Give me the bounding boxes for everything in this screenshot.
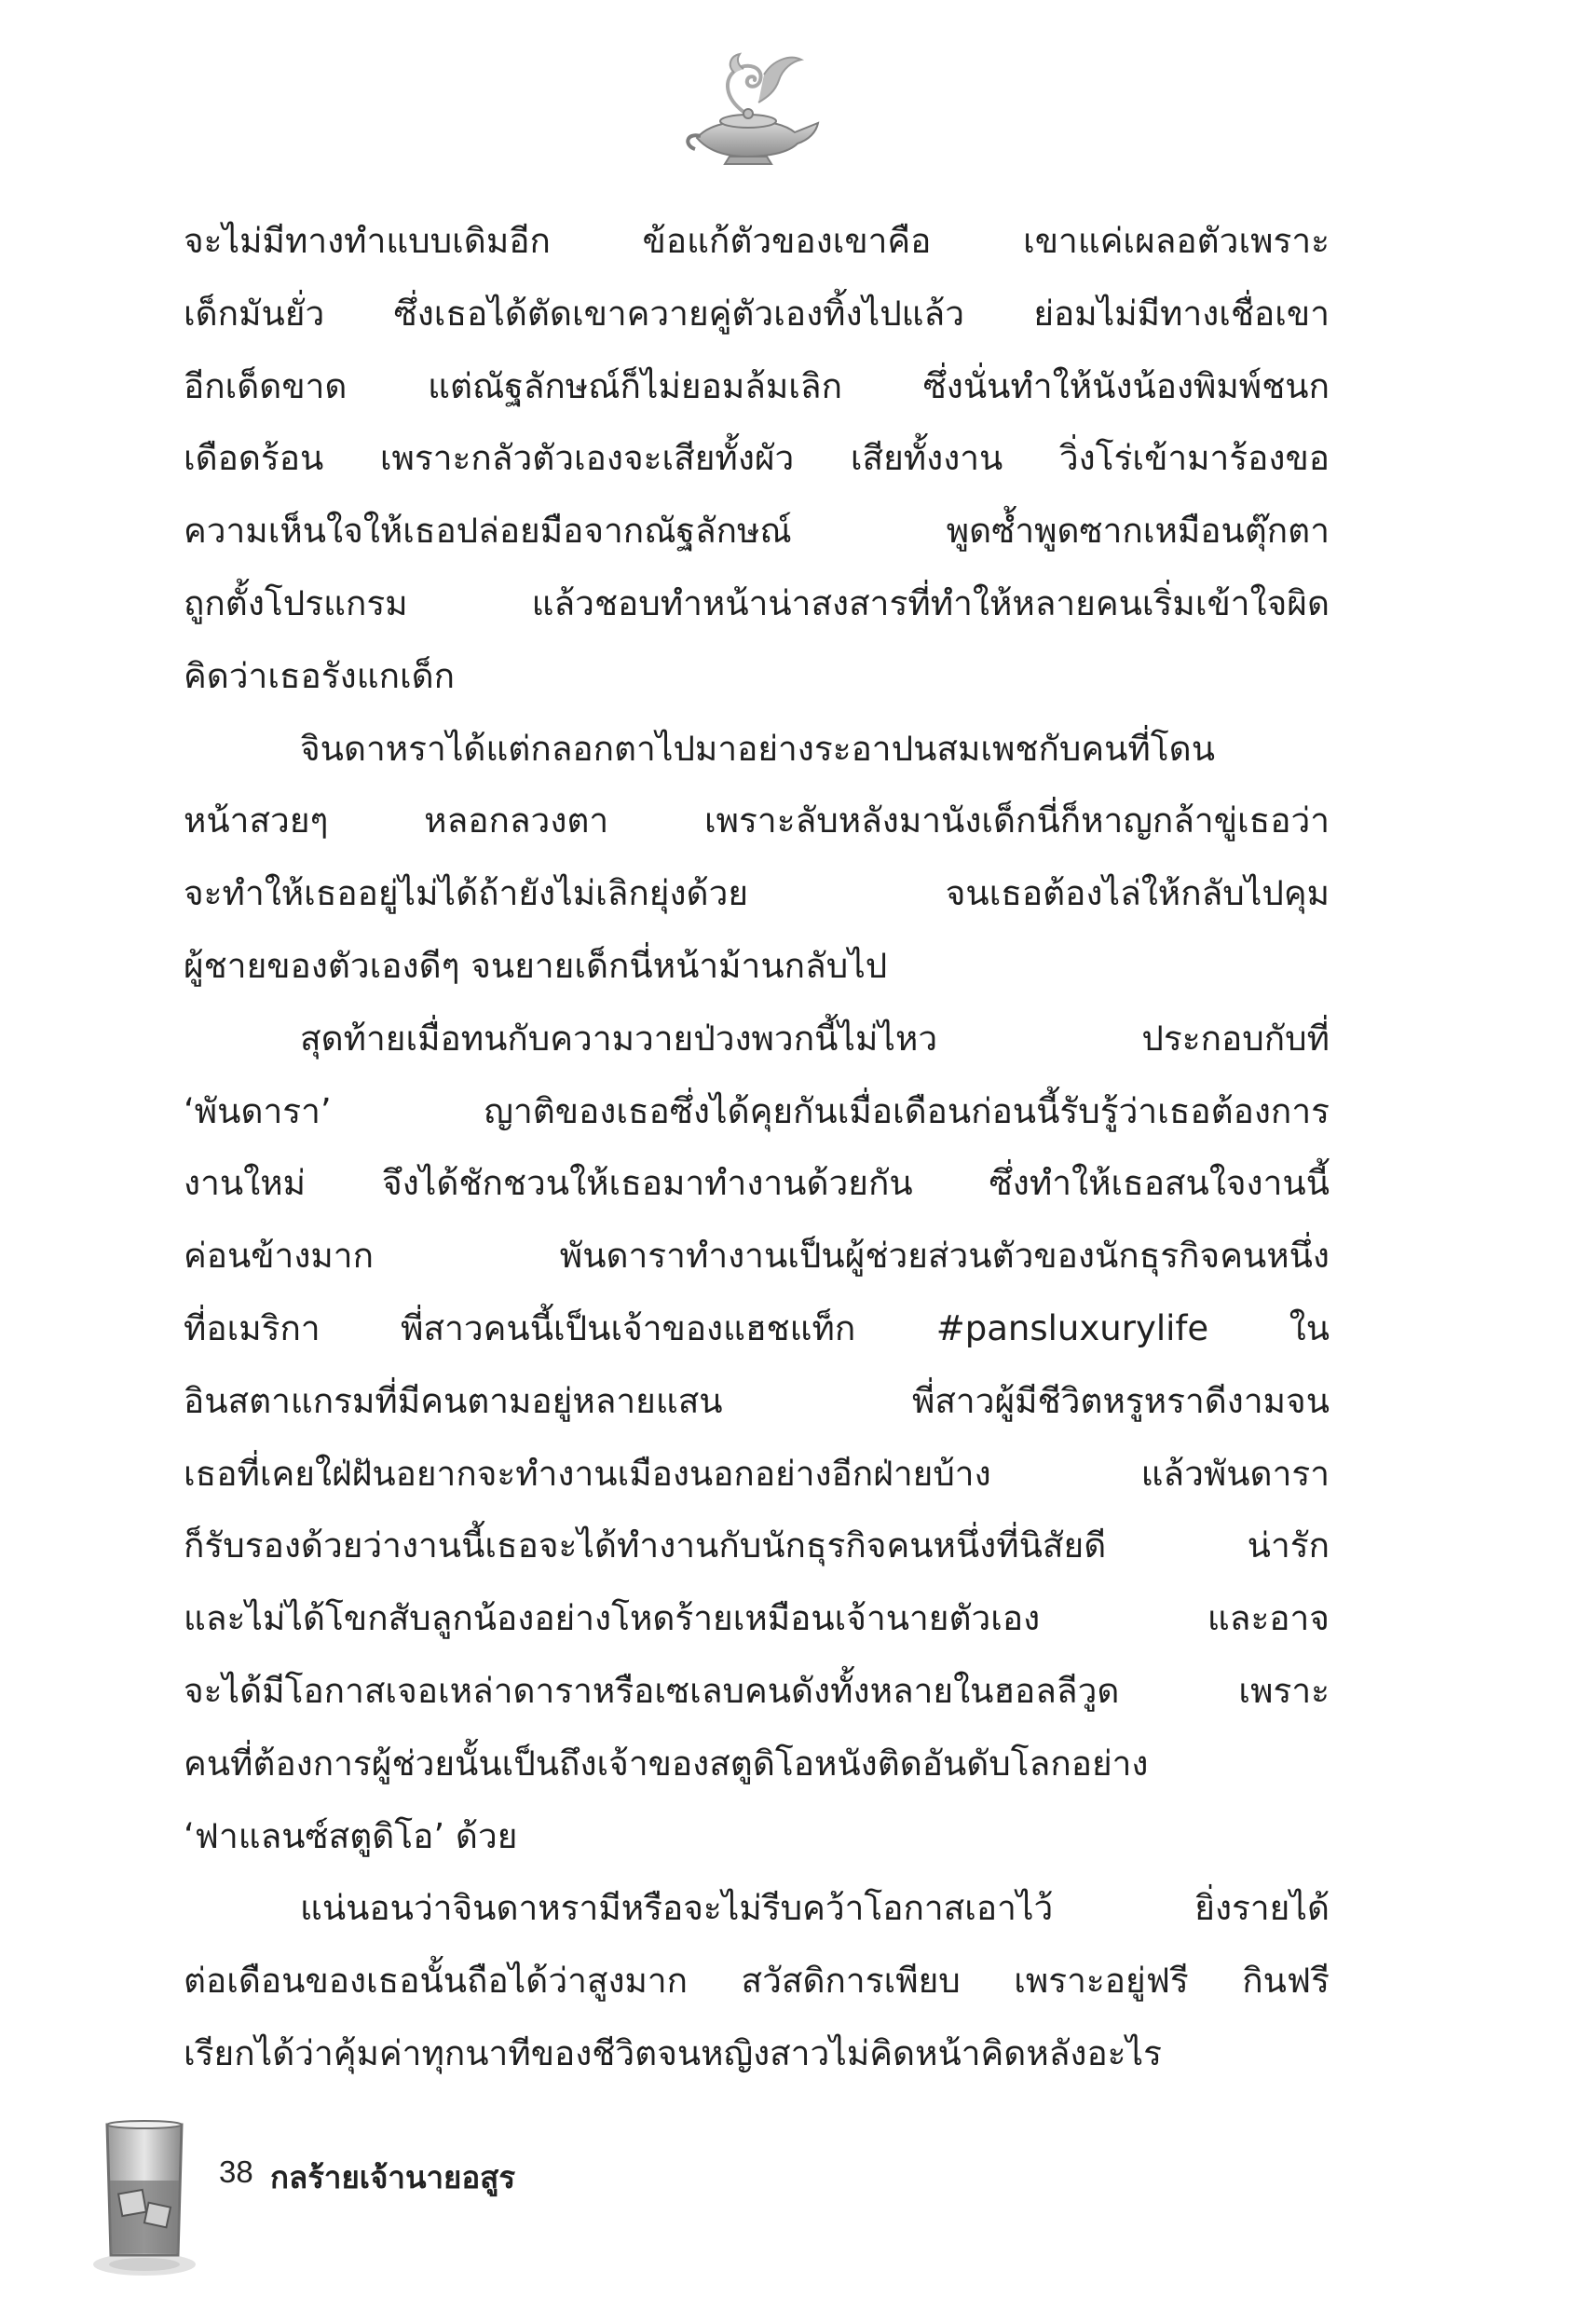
text-line: ‘ฟาแลนซ์สตูดิโอ’ ด้วย: [184, 1815, 518, 1856]
text-line: ‘พันดารา’ ญาติของเธอซึ่งได้คุยกันเมื่อเดือนก่อนนี้รับรู้ว่าเธอต้องการ: [184, 1090, 1330, 1131]
paragraph: [184, 205, 1330, 713]
text-line: เดือดร้อน เพราะกลัวตัวเองจะเสียทั้งผัว เสียทั้งงาน วิ่งโร่เข้ามาร้องขอ: [184, 438, 1330, 479]
text-line: ผู้ชายของตัวเองดีๆ จนยายเด็กนี่หน้าม้านกลับไป: [184, 945, 888, 986]
text-line: จินดาหราได้แต่กลอกตาไปมาอย่างระอาปนสมเพชกับคนที่โดน: [300, 728, 1215, 769]
text-line: เรียกได้ว่าคุ้มค่าทุกนาทีของชีวิตจนหญิงสาวไม่คิดหน้าคิดหลังอะไร: [184, 2032, 1163, 2073]
text-line: จะไม่มีทางทำแบบเดิมอีก ข้อแก้ตัวของเขาคือ เขาแค่เผลอตัวเพราะ: [184, 221, 1330, 261]
text-line: ต่อเดือนของเธอนั้นถือได้ว่าสูงมาก สวัสดิการเพียบ เพราะอยู่ฟรี กินฟรี: [184, 1961, 1330, 2002]
text-line: และไม่ได้โขกสับลูกน้องอย่างโหดร้ายเหมือนเจ้านายตัวเอง และอาจ: [184, 1598, 1330, 1639]
page-footer: [0, 2115, 1596, 2302]
text-line: เด็กมันยั่ว ซึ่งเธอได้ตัดเขาควายคู่ตัวเองทิ้งไปแล้ว ย่อมไม่มีทางเชื่อเขา: [184, 293, 1330, 334]
text-line: ค่อนข้างมาก พันดาราทำงานเป็นผู้ช่วยส่วนตัวของนักธุรกิจคนหนึ่ง: [184, 1236, 1330, 1277]
text-line: ก็รับรองด้วยว่างานนี้เธอจะได้ทำงานกับนักธุรกิจคนหนึ่งที่นิสัยดี น่ารัก: [184, 1525, 1330, 1566]
page-number: 38: [219, 2154, 253, 2189]
whisky-glass-icon: [89, 2115, 210, 2283]
text-line: คิดว่าเธอรังแกเด็ก: [184, 655, 456, 696]
text-line: ถูกตั้งโปรแกรม แล้วชอบทำหน้าน่าสงสารที่ทำให้หลายคนเริ่มเข้าใจผิด: [184, 582, 1330, 623]
text-line: เธอที่เคยใฝ่ฝันอยากจะทำงานเมืองนอกอย่างอีกฝ่ายบ้าง แล้วพันดารา: [184, 1453, 1330, 1494]
text-line: คนที่ต้องการผู้ช่วยนั้นเป็นถึงเจ้าของสตูดิโอหนังติดอันดับโลกอย่าง: [184, 1743, 1149, 1784]
text-line: แน่นอนว่าจินดาหรามีหรือจะไม่รีบคว้าโอกาสเอาไว้ ยิ่งรายได้: [300, 1888, 1330, 1929]
genie-lamp-icon: [678, 47, 827, 168]
body-text: [184, 205, 1330, 2090]
text-line: จะได้มีโอกาสเจอเหล่าดาราหรือเซเลบคนดังทั้งหลายในฮอลลีวูด เพราะ: [184, 1670, 1330, 1711]
text-line: ความเห็นใจให้เธอปล่อยมือจากณัฐลักษณ์ พูดซ้ำพูดซากเหมือนตุ๊กตา: [184, 511, 1330, 552]
text-line: อีกเด็ดขาด แต่ณัฐลักษณ์ก็ไม่ยอมล้มเลิก ซึ่งนั่นทำให้นังน้องพิมพ์ชนก: [184, 365, 1330, 406]
text-line: ที่อเมริกา พี่สาวคนนี้เป็นเจ้าของแฮชแท็ก #pansluxurylife ใน: [184, 1307, 1330, 1348]
paragraph: [184, 1003, 1330, 1873]
paragraph: [184, 713, 1330, 1003]
text-line: อินสตาแกรมที่มีคนตามอยู่หลายแสน พี่สาวผู้มีชีวิตหรูหราดีงามจน: [184, 1380, 1330, 1421]
text-line: หน้าสวยๆ หลอกลวงตา เพราะลับหลังมานังเด็กนี่ก็หาญกล้าขู่เธอว่า: [184, 800, 1330, 841]
text-line: งานใหม่ จึงได้ชักชวนให้เธอมาทำงานด้วยกัน ซึ่งทำให้เธอสนใจงานนี้: [184, 1163, 1330, 1204]
paragraph: [184, 1872, 1330, 2089]
text-line: จะทำให้เธออยู่ไม่ได้ถ้ายังไม่เลิกยุ่งด้วย จนเธอต้องไล่ให้กลับไปคุม: [184, 873, 1330, 914]
book-title: กลร้ายเจ้านายอสูร: [270, 2159, 516, 2195]
text-line: สุดท้ายเมื่อทนกับความวายป่วงพวกนี้ไม่ไหว ประกอบกับที่: [300, 1018, 1330, 1059]
